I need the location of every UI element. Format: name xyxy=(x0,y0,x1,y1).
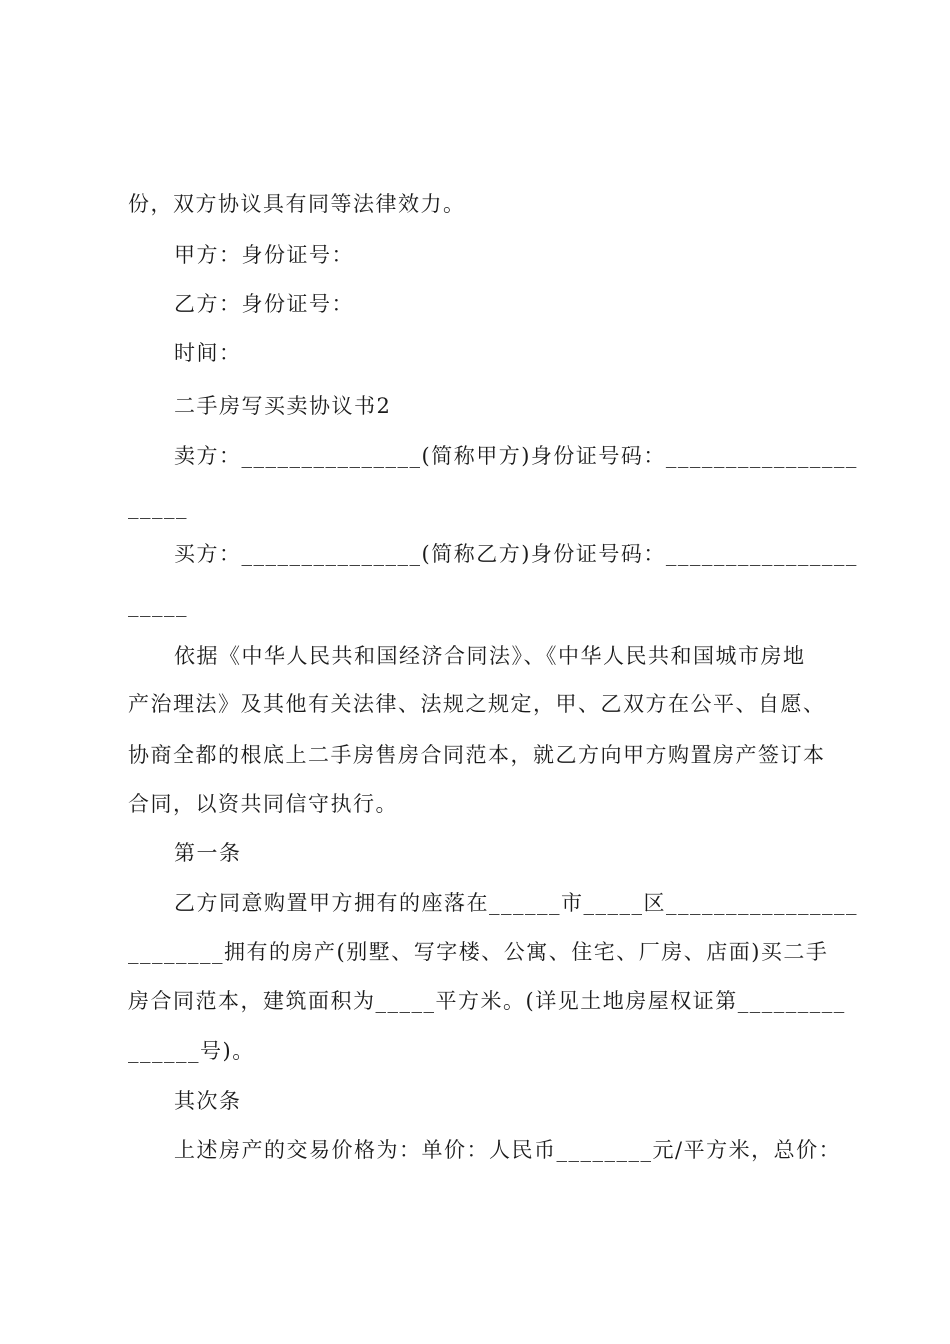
text-line: 乙方：身份证号： xyxy=(174,292,354,316)
text-line: ________拥有的房产(别墅、写字楼、公寓、住宅、厂房、店面)买二手 xyxy=(128,940,829,964)
text-line: 协商全都的根底上二手房售房合同范本，就乙方向甲方购置房产签订本 xyxy=(128,743,826,767)
text-line: 份，双方协议具有同等法律效力。 xyxy=(128,192,466,216)
text-line: 第一条 xyxy=(174,841,242,865)
text-line: _____ xyxy=(128,593,188,617)
text-line: 卖方：_______________(简称甲方)身份证号码：________________ xyxy=(174,444,858,468)
text-line: 上述房产的交易价格为：单价：人民币________元/平方米，总价： xyxy=(174,1138,842,1162)
text-line: 买方：_______________(简称乙方)身份证号码：________________ xyxy=(174,542,858,566)
text-line: 其次条 xyxy=(174,1089,242,1113)
text-line: 房合同范本，建筑面积为_____平方米。(详见土地房屋权证第_________ xyxy=(128,989,846,1013)
text-line: 时间： xyxy=(174,341,242,365)
text-line: ______号)。 xyxy=(128,1039,255,1063)
text-line: 二手房写买卖协议书2 xyxy=(174,394,392,418)
text-line: 依据《中华人民共和国经济合同法》、《中华人民共和国城市房地 xyxy=(174,644,806,668)
text-line: 产治理法》及其他有关法律、法规之规定，甲、乙双方在公平、自愿、 xyxy=(128,692,826,716)
text-line: 甲方：身份证号： xyxy=(174,243,354,267)
text-line: 合同，以资共同信守执行。 xyxy=(128,792,398,816)
text-line: _____ xyxy=(128,495,188,519)
text-line: 乙方同意购置甲方拥有的座落在______市_____区________________ xyxy=(174,891,858,915)
